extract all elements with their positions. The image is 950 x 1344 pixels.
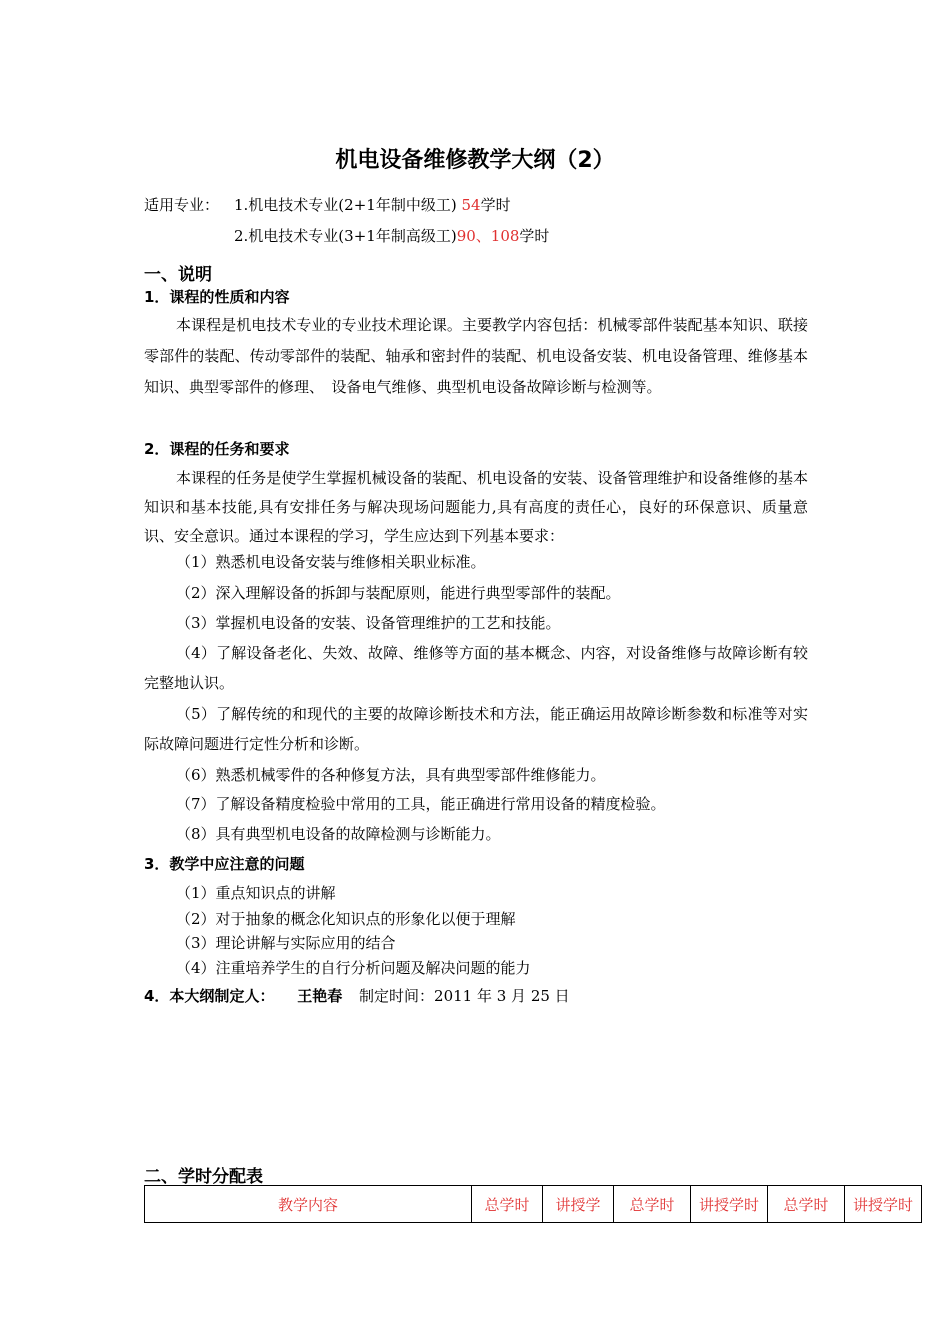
header-lecture-hours-1: 讲授学 — [543, 1186, 614, 1223]
subsection-3-heading: 3．教学中应注意的问题 — [144, 855, 305, 873]
header-total-hours-1: 总学时 — [472, 1186, 543, 1223]
requirement-1: （1）熟悉机电设备安装与维修相关职业标准。 — [176, 553, 486, 571]
applicable-2-unit: 学时 — [519, 227, 550, 245]
requirement-2: （2）深入理解设备的拆卸与装配原则，能进行典型零部件的装配。 — [176, 584, 621, 602]
requirement-4: （4）了解设备老化、失效、故障、维修等方面的基本概念、内容，对设备维修与故障诊断有较完整地认识。 — [144, 644, 808, 692]
requirement-8: （8）具有典型机电设备的故障检测与诊断能力。 — [176, 825, 501, 843]
requirement-3: （3）掌握机电设备的安装、设备管理维护的工艺和技能。 — [176, 614, 561, 632]
teaching-note-4: （4）注重培养学生的自行分析问题及解决问题的能力 — [176, 959, 531, 977]
applicable-1-hours: 54 — [461, 196, 481, 214]
created-date: 制定时间：2011 年 3 月 25 日 — [359, 987, 570, 1005]
table-header-row — [145, 1186, 922, 1223]
subsection-1-heading: 1．课程的性质和内容 — [144, 288, 290, 306]
requirement-7: （7）了解设备精度检验中常用的工具，能正确进行常用设备的精度检验。 — [176, 795, 666, 813]
author-label: 4．本大纲制定人： — [144, 987, 275, 1005]
applicable-line-2 — [234, 226, 549, 246]
page-title: 机电设备维修教学大纲（2） — [335, 148, 615, 173]
applicable-2-hours: 90、108 — [456, 227, 520, 245]
header-total-hours-2: 总学时 — [614, 1186, 691, 1223]
hours-allocation-table — [144, 1185, 922, 1223]
applicable-line-1 — [234, 195, 511, 215]
requirement-5: （5）了解传统的和现代的主要的故障诊断技术和方法，能正确运用故障诊断参数和标准等对实际故障问题进行定性分析和诊断。 — [144, 705, 808, 753]
course-task-paragraph: 本课程的任务是使学生掌握机械设备的装配、机电设备的安装、设备管理维护和设备维修的基本知识和基本技能,具有安排任务与解决现场问题能力,具有高度的责任心，良好的环保意识、质量意识、安全意识。通过本课程的学习，学生应达到下列基本要求： — [144, 469, 808, 545]
header-lecture-hours-2: 讲授学时 — [691, 1186, 768, 1223]
applicable-1-text: 1.机电技术专业(2+1年制中级工) — [234, 196, 457, 214]
teaching-note-2: （2）对于抽象的概念化知识点的形象化以便于理解 — [176, 910, 516, 928]
applicable-2-text: 2.机电技术专业(3+1年制高级工) — [234, 227, 457, 245]
section-2-heading: 二、学时分配表 — [144, 1167, 263, 1187]
requirement-6: （6）熟悉机械零件的各种修复方法，具有典型零部件维修能力。 — [176, 766, 606, 784]
author-name: 王艳春 — [297, 987, 343, 1005]
applicable-label: 适用专业： — [144, 196, 220, 214]
header-lecture-hours-3: 讲授学时 — [845, 1186, 922, 1223]
applicable-1-unit: 学时 — [480, 196, 511, 214]
header-total-hours-3: 总学时 — [768, 1186, 845, 1223]
course-nature-paragraph: 本课程是机电技术专业的专业技术理论课。主要教学内容包括：机械零部件装配基本知识、联接零部件的装配、传动零部件的装配、轴承和密封件的装配、机电设备安装、机电设备管理、维修基本知识、典型零部件的修理、 设备电气维修、典型机电设备故障诊断与检测等。 — [144, 316, 808, 396]
author-line — [144, 985, 570, 1006]
section-1-heading: 一、说明 — [144, 265, 212, 285]
subsection-2-heading: 2．课程的任务和要求 — [144, 440, 290, 458]
header-teaching-content: 教学内容 — [145, 1186, 472, 1223]
teaching-note-3: （3）理论讲解与实际应用的结合 — [176, 934, 396, 952]
teaching-note-1: （1）重点知识点的讲解 — [176, 884, 336, 902]
